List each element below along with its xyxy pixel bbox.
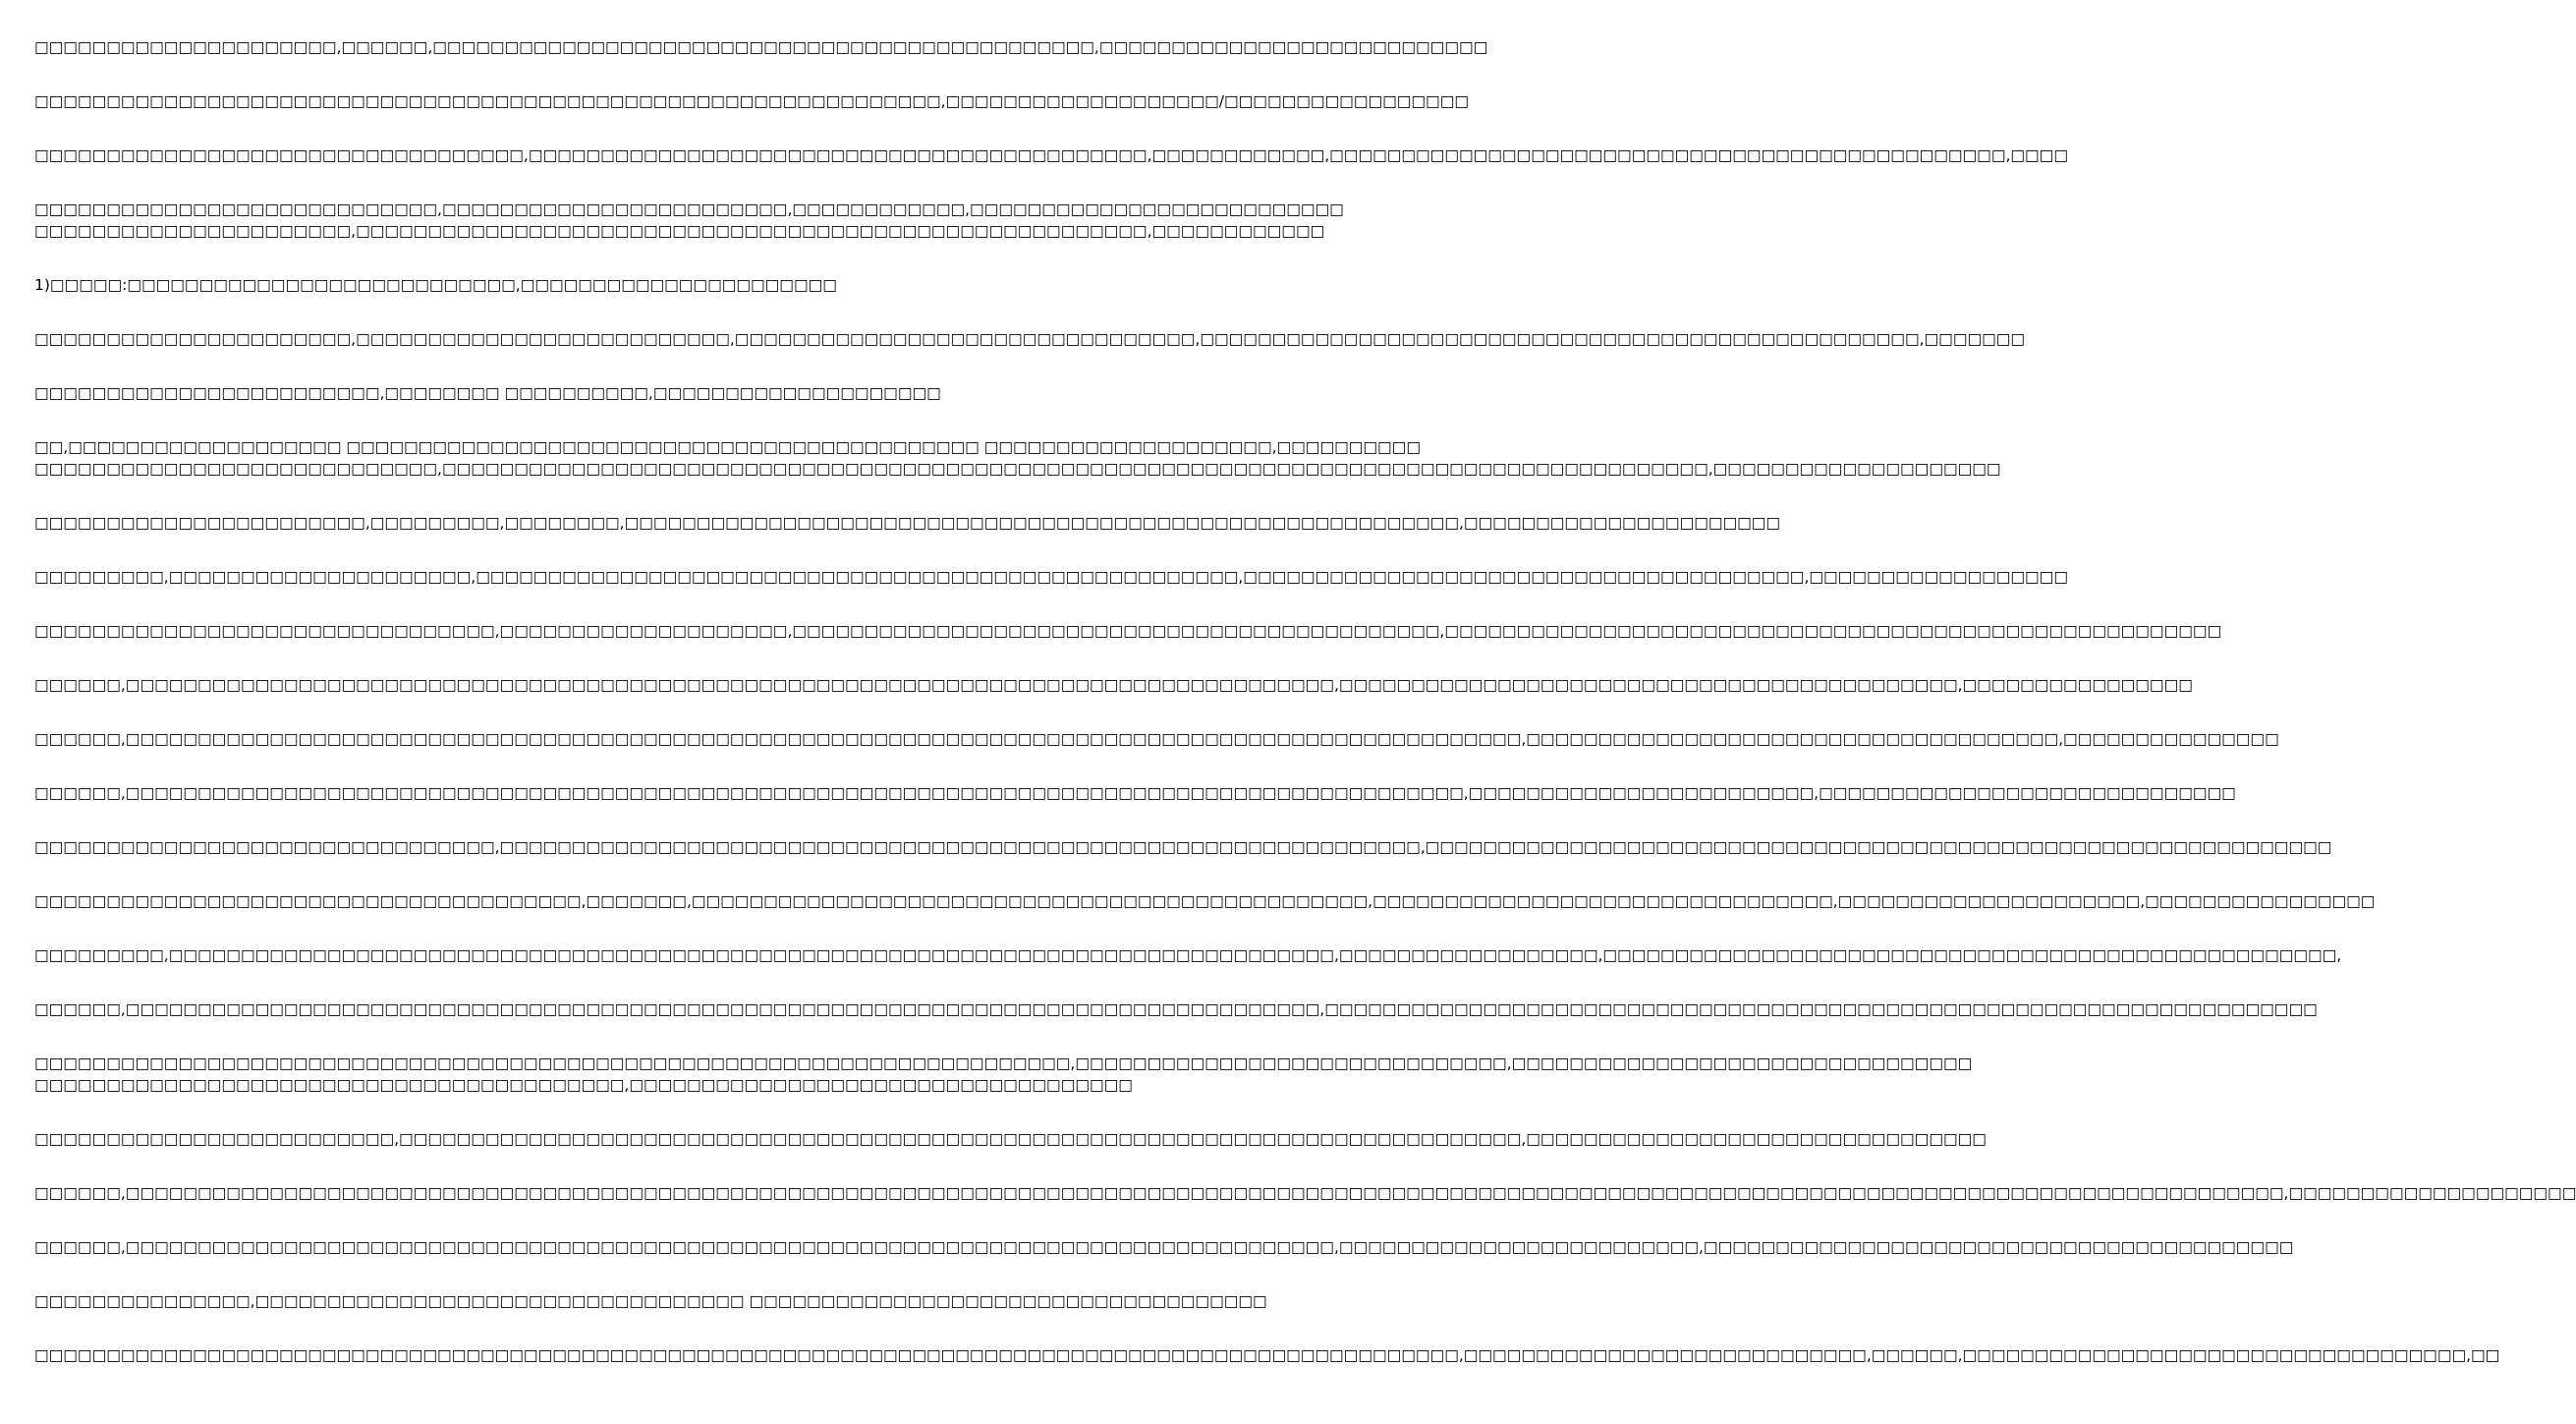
text-line: □□□□□□□□□□□□□□□,□□□□□□□□□□□□□□□□□□□□□□□□□□□□□□□□□□ □□□□□□□□□□□□□□□□□□□□□□□□□□□□□□□□□□□□ — [34, 1292, 1267, 1310]
text-line: □□□□□□□□□□□□□□□□□□□□□□□□□□□□□□□□□□□□□□□□□□□□□□□□□□□□□□□□□□□□□□□□□□□□□□□□,□□□□□□□□□□□□□□□□□□□□□□□□□□□□□□,□□□□□□□□□□□□□□□□□□□□□□□□□□□□□□□□ — [34, 1054, 1973, 1072]
text-line: □□□□□□,□□□□□□□□□□□□□□□□□□□□□□□□□□□□□□□□□□□□□□□□□□□□□□□□□□□□□□□□□□□□□□□□□□□□□□□□□□□□□□□□□□□□,□□□□□□□□□□□□□□□□□□□□□□□□□□□□□□□□□□□□□□□□□□□,□□□□□□□□□□□□□□□□ — [34, 676, 2193, 694]
text-line: □□□□□□□□□□□□□□□□□□□□□□□□□,□□□□□□□□□□□□□□□□□□□□□□□□□□□□□□□□□□□□□□□□□□□□□□□□□□□□□□□□□□□□□□□□□□□□□□□□□□□□□□,□□□□□□□□□□□□□□□□□□□□□□□□□□□□□□□□ — [34, 1130, 1987, 1148]
paragraph — [34, 620, 2222, 642]
paragraph — [34, 382, 972, 404]
paragraph — [34, 890, 2376, 912]
paragraph — [34, 90, 1469, 112]
paragraph — [34, 1236, 2294, 1258]
paragraph — [34, 998, 2318, 1020]
text-line: □□□□□□□□□□□□□□□□□□□□□□□□□□□□□□□□□□□□□□□□□□□□□□□□□□□□□□□□□□□□□□□,□□□□□□□□□□□□□□□□□□□/□□□□□□□□□□□□□□□□□ — [34, 92, 1469, 110]
text-line: □□□□□□,□□□□□□□□□□□□□□□□□□□□□□□□□□□□□□□□□□□□□□□□□□□□□□□□□□□□□□□□□□□□□□□□□□□□□□□□□□□□□□□□□□□,□□□□□□□□□□□□□□□□□□□□□□□□□□□□□□□□□□□□□□□□□□□□□□□□□□□□□□□□□□□□□□□□□□□□□ — [34, 1000, 2318, 1018]
paragraph — [34, 728, 2279, 750]
paragraph — [34, 1290, 1267, 1312]
text-line: □□□□□□□□□□□□□□□□□□□□□□□□□□□□□□□□□□□□□□□□□□□□□□□□□□□□□□□□□□□□□□□□□□□□□□□□□□□□□□□□□□□□□□□□□□□□□□□□□□□,□□□□□□□□□□□□□□□□□□□□□□□□□□□□,□□□□□□,□□□□□□□□□□□□□□□□□□□□□□□□□□□□□□□□□□□,□□ — [34, 1346, 2500, 1364]
text-line: □□□□□□□□□□□□□□□□□□□□□□□□□□□□□□□□,□□□□□□□□□□□□□□□□□□□□□□□□□□□□□□□□□□□□□□□□□□□□□□□□□□□□□□□□□□□□□□□□,□□□□□□□□□□□□□□□□□□□□□□□□□□□□□□□□□□□□□□□□□□□□□□□□□□□□□□□□□□□□□□□ — [34, 838, 2332, 856]
paragraph — [34, 1344, 2500, 1366]
paragraph — [34, 328, 2026, 350]
text-line: □□□□□□□□□□□□□□□□□□□□□□,□□□□□□□□□□□□□□□□□□□□□□□□□□□□□□□□□□□□□□□□□□□□□□□□□□□□□□□,□□□□□□□□□□□□ — [34, 222, 1325, 240]
text-line: □□□□□□□□□□□□□□□□□□□□□□□,□□□□□□□□□,□□□□□□□□,□□□□□□□□□□□□□□□□□□□□□□□□□□□□□□□□□□□□□□□□□□□□□□□□□□□□□□□□□□,□□□□□□□□□□□□□□□□□□□□□□ — [34, 514, 1781, 532]
paragraph — [34, 674, 2193, 696]
text-line: □□□□□□□□□□□□□□□□□□□□□□□□□□□□,□□□□□□□□□□□□□□□□□□□□□□□□,□□□□□□□□□□□□,□□□□□□□□□□□□□□□□□□□□□□□□□□ — [34, 200, 1344, 218]
paragraph — [34, 199, 1344, 242]
text-line: □□□□□□,□□□□□□□□□□□□□□□□□□□□□□□□□□□□□□□□□□□□□□□□□□□□□□□□□□□□□□□□□□□□□□□□□□□□□□□□□□□□□□□□□□□□,□□□□□□□□□□□□□□□□□□□□□□□□□,□□□□□□□□□□□□□□□□□□□□□□□□□□□□□□□□□□□□□□□□□ — [34, 1238, 2294, 1256]
paragraph — [34, 1128, 1987, 1150]
text-line: □□□□□□□□□□□□□□□□□□□□□□□□□□□□□□□□□□□□□□□□□,□□□□□□□□□□□□□□□□□□□□□□□□□□□□□□□□□□□ — [34, 1076, 1133, 1094]
paragraph — [34, 36, 1488, 58]
paragraph — [34, 782, 2236, 804]
text-line: □□□□□□□□□,□□□□□□□□□□□□□□□□□□□□□,□□□□□□□□□□□□□□□□□□□□□□□□□□□□□□□□□□□□□□□□□□□□□□□□□□□□□,□□□□□□□□□□□□□□□□□□□□□□□□□□□□□□□□□□□□□□□,□□□□□□□□□□□□□□□□□□ — [34, 568, 2068, 586]
text-line: □□□□□□□□□□□□□□□□□□□□□□□□□□□□,□□□□□□□□□□□□□□□□□□□□□□□□□□□□□□□□□□□□□□□□□□□□□□□□□□□□□□□□□□□□□□□□□□□□□□□□□□□□□□□□□□□□□□□□,□□□□□□□□□□□□□□□□□□□□ — [34, 460, 2001, 478]
text-line: □□□□□□□□□□□□□□□□□□□□□□,□□□□□□□□□□□□□□□□□□□□□□□□□□,□□□□□□□□□□□□□□□□□□□□□□□□□□□□□□□□,□□□□□□□□□□□□□□□□□□□□□□□□□□□□□□□□□□□□□□□□□□□□□□□□□□,□□□□□□□ — [34, 330, 2026, 348]
paragraph — [34, 566, 2068, 588]
paragraph — [34, 512, 1781, 534]
text-line: □□□□□□□□□□□□□□□□□□□□□□□□,□□□□□□□□ □□□□□□□□□□,□□□□□□□□□□□□□□□□□□□□ — [34, 384, 941, 402]
paragraph — [34, 836, 2332, 858]
paragraph — [34, 1182, 2576, 1204]
paragraph — [34, 436, 2001, 480]
text-line: □□□□□□□□□,□□□□□□□□□□□□□□□□□□□□□□□□□□□□□□□□□□□□□□□□□□□□□□□□□□□□□□□□□□□□□□□□□□□□□□□□□□□□□□□□□,□□□□□□□□□□□□□□□□□□,□□□□□□□□□□□□□□□□□□□□□□□□□□□□□□□□□□□□□□□□□□□□□□□□□□□, — [34, 946, 2342, 964]
text-line: □□□□□□□□□□□□□□□□□□□□□,□□□□□□,□□□□□□□□□□□□□□□□□□□□□□□□□□□□□□□□□□□□□□□□□□□□□□,□□□□□□□□□□□□□□□□□□□□□□□□□□□ — [34, 38, 1488, 56]
text-line: □□□□□□□□□□□□□□□□□□□□□□□□□□□□□□□□,□□□□□□□□□□□□□□□□□□□□,□□□□□□□□□□□□□□□□□□□□□□□□□□□□□□□□□□□□□□□□□□□□□,□□□□□□□□□□□□□□□□□□□□□□□□□□□□□□□□□□□□□□□□□□□□□□□□□□□□□□ — [34, 622, 2222, 640]
paragraph — [34, 144, 2068, 166]
document-body — [34, 36, 2576, 1398]
paragraph — [34, 1053, 1973, 1096]
paragraph — [34, 944, 2342, 966]
paragraph — [34, 274, 972, 296]
text-line: □□,□□□□□□□□□□□□□□□□□□□ □□□□□□□□□□□□□□□□□□□□□□□□□□□□□□□□□□□□□□□□□□□□ □□□□□□□□□□□□□□□□□□□□,□□□□□□□□□□ — [34, 438, 1421, 456]
text-line: □□□□□□□□□□□□□□□□□□□□□□□□□□□□□□□□□□□□□□,□□□□□□□,□□□□□□□□□□□□□□□□□□□□□□□□□□□□□□□□□□□□□□□□□□□□□□□,□□□□□□□□□□□□□□□□□□□□□□□□□□□□□□□□,□□□□□□□□□□□□□□□□□□□□□,□□□□□□□□□□□□□□□□ — [34, 892, 2376, 910]
text-line: 1)□□□□□:□□□□□□□□□□□□□□□□□□□□□□□□□□□,□□□□□□□□□□□□□□□□□□□□□□ — [34, 276, 837, 294]
text-line: □□□□□□,□□□□□□□□□□□□□□□□□□□□□□□□□□□□□□□□□□□□□□□□□□□□□□□□□□□□□□□□□□□□□□□□□□□□□□□□□□□□□□□□□□□□□□□□□□□□□□□□□□□□□□□□□□□□□□□□□□□□□□□□□□□□□□□□□□□□□□□□□□□□□□□□□□□□□□,□□□□□□□□□□□□□□□□□□□□ — [34, 1184, 2576, 1202]
text-line: □□□□□□□□□□□□□□□□□□□□□□□□□□□□□□□□□□,□□□□□□□□□□□□□□□□□□□□□□□□□□□□□□□□□□□□□□□□□□□,□□□□□□□□□□□□,□□□□□□□□□□□□□□□□□□□□□□□□□□□□□□□□□□□□□□□□□□□□□□□,□□□□ — [34, 146, 2068, 164]
text-line: □□□□□□,□□□□□□□□□□□□□□□□□□□□□□□□□□□□□□□□□□□□□□□□□□□□□□□□□□□□□□□□□□□□□□□□□□□□□□□□□□□□□□□□□□□□□□□□□□□□□,□□□□□□□□□□□□□□□□□□□□□□□□,□□□□□□□□□□□□□□□□□□□□□□□□□□□□□ — [34, 784, 2236, 802]
text-line: □□□□□□,□□□□□□□□□□□□□□□□□□□□□□□□□□□□□□□□□□□□□□□□□□□□□□□□□□□□□□□□□□□□□□□□□□□□□□□□□□□□□□□□□□□□□□□□□□□□□□□□□,□□□□□□□□□□□□□□□□□□□□□□□□□□□□□□□□□□□□□,□□□□□□□□□□□□□□□ — [34, 730, 2279, 748]
